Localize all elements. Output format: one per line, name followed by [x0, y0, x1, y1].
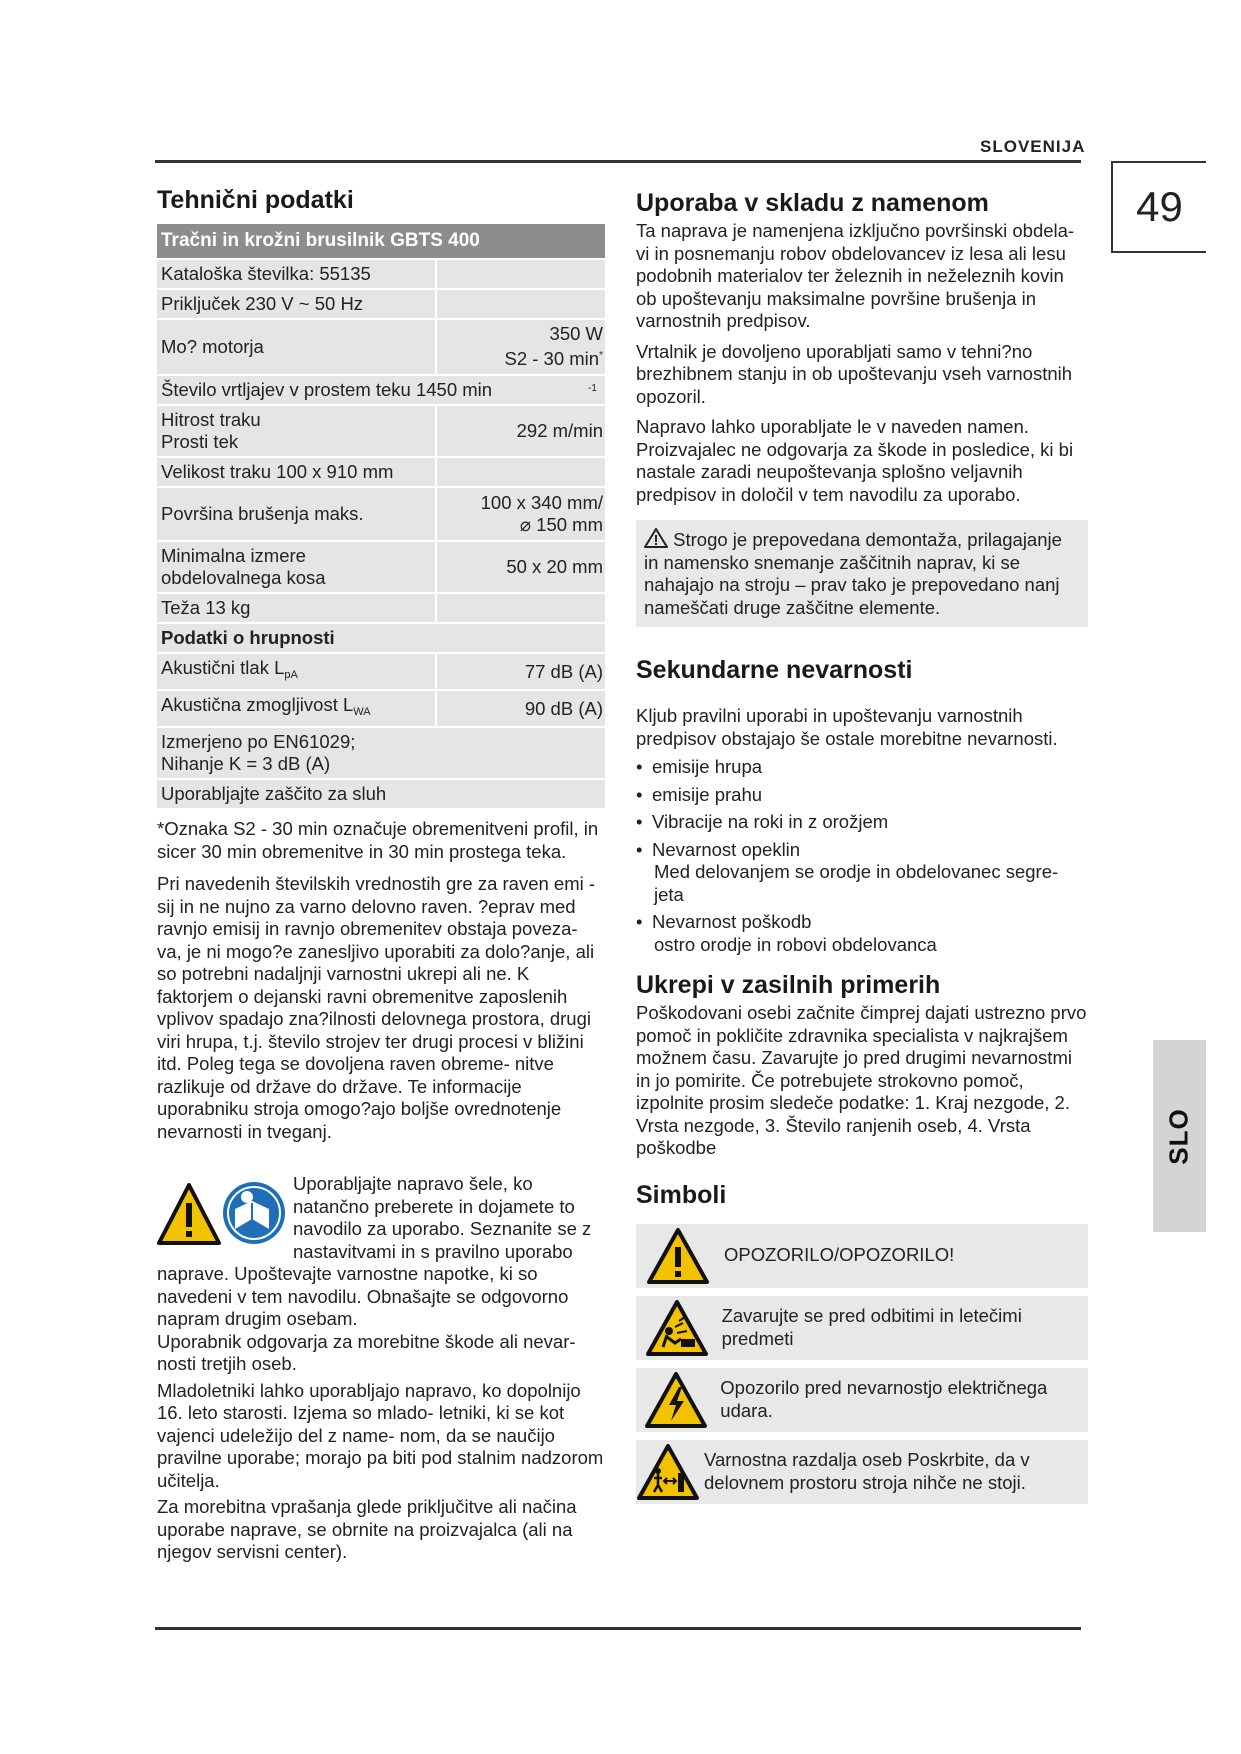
belt-size: Velikost traku 100 x 910 mm: [157, 457, 436, 487]
instructions-block: [157, 1173, 605, 1564]
table-row: [157, 289, 605, 319]
idle-speed: Število vrtljajev v prostem teku 1450 min: [161, 379, 493, 400]
sound-power-label: Akustična zmogljivost L: [161, 694, 354, 715]
tech-title: Tehnični podatki: [157, 186, 354, 214]
measured-standard: Izmerjeno po EN61029;: [161, 731, 356, 752]
symbols-title: Simboli: [636, 1180, 727, 1209]
sound-pressure-subscript: pA: [284, 669, 298, 681]
belt-speed-value: 292 m/min: [436, 405, 605, 457]
instructions-text-1: Uporabljajte napravo šele, ko natančno preberete in dojamete to navodilo za uporabo. Seznanite se z nastavitvami in s pravilno uporabo naprave. Upoštevajte varnostne napotke, ki so navedeni v tem navodilu. Obnašajte se odgovorno napram drugim osebam.: [157, 1173, 592, 1329]
language-tab-label: SLO: [1164, 1107, 1195, 1165]
table-row: [157, 623, 605, 653]
read-manual-icon: [223, 1182, 285, 1244]
symbol-row: [636, 1368, 1088, 1432]
sound-power-subscript: WA: [353, 706, 371, 718]
left-column: [157, 185, 605, 1564]
symbol-text: Varnostna razdalja oseb Poskrbite, da v delovnem prostoru stroja nihče ne stoji.: [704, 1449, 1030, 1493]
sound-pressure-value: 77 dB (A): [436, 653, 605, 690]
spec-table-title: Tračni in krožni brusilnik GBTS 400: [157, 224, 605, 259]
motor-power: 350 W: [549, 323, 603, 345]
symbol-row: [636, 1440, 1088, 1504]
table-row: [157, 457, 605, 487]
catalog-number: Kataloška številka: 55135: [157, 259, 436, 289]
emission-text: Pri navedenih številskih vrednostih gre za raven emi - sij in ne nujno za varno delovno raven. ?eprav med ravnjo emisij in ravnjo obremenitev obstaja poveza- va, je ni mogo?e zanesljivo uporabiti za dolo?anje, ali so potrebni nadaljnji varnostni ukrepi ali ne. K faktorjem o dejanski ravni obremenitve zaposlenih vplivov spadajo zna?ilnosti delovnega prostora, drugi viri hrupa, t.j. število strojev ter drugi procesi v bližini itd. Poleg tega se dovoljena raven obreme- nitve razlikuje od države do države. Te informacije uporabniku stroja omogo?ajo boljše ovrednotenje nevarnosti in tveganj.: [157, 873, 596, 1142]
table-row: [157, 405, 605, 457]
bottom-divider: [155, 1627, 1081, 1630]
list-item: • Nevarnost poškodb ostro orodje in robovi obdelovanca: [636, 911, 1088, 956]
sound-power-value: 90 dB (A): [436, 690, 605, 727]
warning-icon: [646, 1227, 710, 1285]
belt-speed-label: Hitrost traku: [161, 409, 261, 430]
motor-asterisk: *: [599, 350, 603, 362]
table-row: [157, 727, 605, 779]
warning-outline-icon: [644, 528, 668, 548]
spec-table: [157, 224, 605, 810]
footnote: *Oznaka S2 - 30 min označuje obremenitveni profil, in sicer 30 min obremenitve in 30 min prostega teka.: [157, 818, 599, 862]
instructions-text-2: Uporabnik odgovarja za morebitne škode ali nevar- nosti tretjih oseb.: [157, 1330, 576, 1374]
usage-paragraph-1: Ta naprava je namenjena izključno površinski obdela- vi in posnemanju robov obdelovancev iz lesa ali lesu podobnih materialov ter železnih in neželeznih kovin ob upoštevanju maksimalne površine brušenja in varnostnih predpisov.: [636, 220, 1075, 331]
idle-speed-unit-exponent: -1: [588, 383, 597, 394]
table-row: [157, 487, 605, 541]
warning-and-manual-icons: [157, 1179, 287, 1249]
hearing-protection: Uporabljajte zaščito za sluh: [157, 779, 605, 809]
disc-diameter: ⌀ 150 mm: [519, 514, 603, 535]
residual-intro: Kljub pravilni uporabi in upoštevanju varnostnih predpisov obstajajo še ostale morebitne nevarnosti.: [636, 705, 1058, 749]
motor-mode: S2 - 30 min: [504, 348, 600, 370]
table-row: [157, 653, 605, 690]
symbol-row: [636, 1296, 1088, 1360]
noise-title: Podatki o hrupnosti: [157, 623, 605, 653]
table-row: [157, 259, 605, 289]
country-label: SLOVENIJA: [980, 137, 1086, 156]
list-item: • Vibracije na roki in z orožjem: [636, 811, 1088, 834]
grinding-surface-label: Površina brušenja maks.: [157, 487, 436, 541]
warning-notice-text: Strogo je prepovedana demontaža, prilagajanje in namensko snemanje zaščitnih naprav, ki se nahajajo na stroju – prav tako je prepovedano nanj nameščati druge zaščitne elemente.: [644, 529, 1062, 618]
table-row: [157, 593, 605, 623]
warning-notice: [636, 520, 1088, 627]
instructions-text-4: Za morebitna vprašanja glede priključitve ali načina uporabe naprave, se obrnite na proizvajalca (ali na njegov servisni center).: [157, 1496, 577, 1562]
sound-pressure-label: Akustični tlak L: [161, 657, 285, 678]
emergency-text: Poškodovani osebi začnite čimprej dajati ustrezno prvo pomoč in pokličite zdravnika specialista v najkrajšem možnem času. Zavarujte jo pred drugimi nevarnostmi in jo pomirite. Če potrebujete strokovno pomoč, izpolnite prosim sledeče podatke: 1. Kraj nezgode, 2. Vrsta nezgode, 3. Število ranjenih oseb, 4. Vrsta poškodbe: [636, 1002, 1087, 1158]
right-column: [636, 188, 1088, 1504]
page-number: 49: [1111, 161, 1206, 253]
table-row: [157, 541, 605, 593]
belt-speed-sublabel: Prosti tek: [161, 431, 239, 452]
weight: Teža 13 kg: [157, 593, 436, 623]
list-item: • Nevarnost opeklin Med delovanjem se orodje in obdelovanec segre- jeta: [636, 839, 1088, 907]
emergency-title: Ukrepi v zasilnih primerih: [636, 971, 941, 999]
safety-distance-icon: [636, 1443, 700, 1501]
top-divider: [155, 160, 1081, 163]
symbol-text: Zavarujte se pred odbitimi in letečimi predmeti: [721, 1305, 1022, 1349]
table-row: [157, 779, 605, 809]
table-row: [157, 319, 605, 375]
list-item: • emisije prahu: [636, 784, 1088, 807]
grinding-surface-value: 100 x 340 mm/: [480, 492, 603, 513]
min-workpiece-label: Minimalna izmere: [161, 545, 306, 566]
residual-list: [636, 756, 1088, 956]
connection: Priključek 230 V ~ 50 Hz: [157, 289, 436, 319]
min-workpiece-sublabel: obdelovalnega kosa: [161, 567, 326, 588]
electric-hazard-icon: [644, 1371, 708, 1429]
motor-label: Mo? motorja: [157, 319, 436, 375]
min-workpiece-value: 50 x 20 mm: [436, 541, 605, 593]
usage-paragraph-2: Vrtalnik je dovoljeno uporabljati samo v tehni?no brezhibnem stanju in ob upoštevanju vseh varnostnih opozoril.: [636, 340, 1073, 407]
flying-objects-icon: [645, 1299, 709, 1357]
list-item: • emisije hrupa: [636, 756, 1088, 779]
language-tab: [1153, 1040, 1206, 1232]
usage-paragraph-3: Napravo lahko uporabljate le v naveden namen. Proizvajalec ne odgovarja za škode in posledice, ki bi nastale zaradi neupoštevanja splošno veljavnih predpisov in določil v tem navodilu za uporabo.: [636, 416, 1074, 505]
usage-title: Uporaba v skladu z namenom: [636, 189, 989, 217]
symbol-text: Opozorilo pred nevarnostjo električnega udara.: [720, 1377, 1048, 1421]
symbols-list: [636, 1224, 1088, 1504]
warning-icon: [159, 1185, 219, 1243]
symbol-text: OPOZORILO/OPOZORILO!: [724, 1244, 955, 1266]
measured-uncertainty: Nihanje K = 3 dB (A): [161, 753, 331, 774]
table-row: [157, 690, 605, 727]
table-row: [157, 375, 605, 405]
symbol-row: [636, 1224, 1088, 1288]
instructions-text-3: Mladoletniki lahko uporabljajo napravo, ko dopolnijo 16. leto starosti. Izjema so mlado- letniki, ki se kot vajenci udeležijo del z name- nom, da se naučijo pravilne uporabe; morajo pa biti pod stalnim nadzorom učitelja.: [157, 1379, 604, 1491]
residual-title: Sekundarne nevarnosti: [636, 656, 913, 684]
